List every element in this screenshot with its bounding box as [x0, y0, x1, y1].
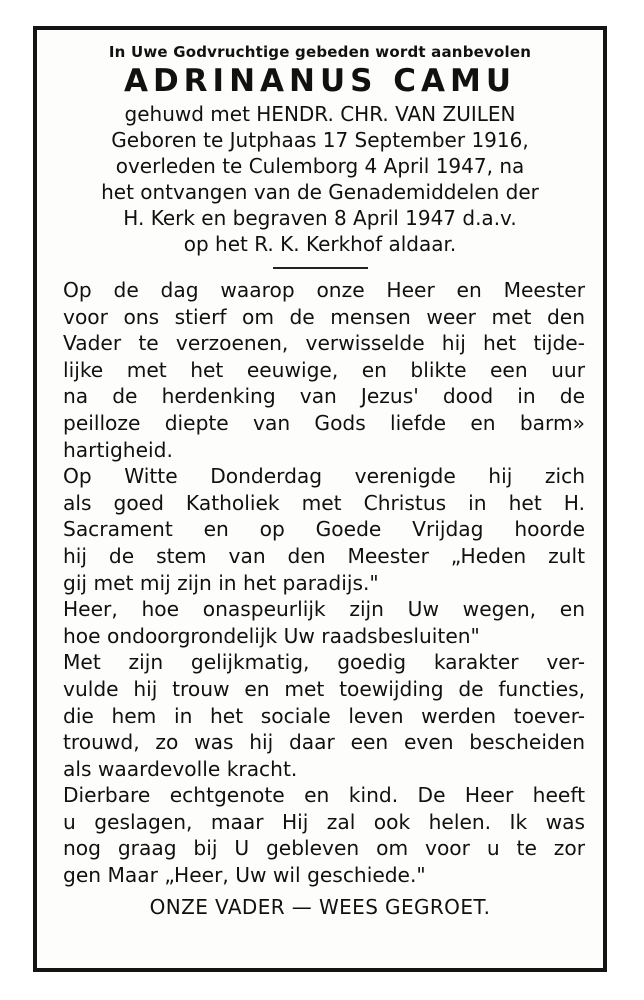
bio-line: gehuwd met HENDR. CHR. VAN ZUILEN: [124, 102, 516, 126]
text-line: Heer, hoe onaspeurlijk zijn Uw wegen, en: [63, 597, 585, 622]
text-line: hartigheid.: [63, 437, 173, 462]
closing-prayers: ONZE VADER — WEES GEGROET.: [149, 894, 491, 919]
text-line: lijke met het eeuwige, en blikte een uur: [63, 357, 585, 382]
card-content: [55, 42, 585, 958]
divider: [273, 267, 368, 269]
biography-block: [55, 101, 585, 257]
text-line: als waardevolle kracht.: [63, 756, 298, 781]
bio-line: het ontvangen van de Genademiddelen der: [101, 180, 539, 204]
text-line: die hem in het sociale leven werden toever-: [63, 703, 585, 728]
text-line: nog graag bij U gebleven om voor u te zor: [63, 836, 585, 861]
text-line: Op de dag waarop onze Heer en Meester: [63, 278, 585, 302]
text-line: peilloze diepte van Gods liefde en barm»: [63, 410, 585, 435]
prayer-text: [63, 277, 585, 889]
text-line: Op Witte Donderdag verenigde hij zich: [63, 464, 585, 489]
text-line: als goed Katholiek met Christus in het H.: [63, 490, 585, 515]
bio-line: overleden te Culemborg 4 April 1947, na: [115, 154, 525, 178]
text-line: vulde hij trouw en met toewijding de functies,: [63, 676, 585, 701]
text-line: voor ons stierf om de mensen weer met den: [63, 304, 585, 329]
text-line: gij met mij zijn in het paradijs.": [63, 570, 379, 595]
deceased-name: ADRINANUS CAMU: [123, 63, 517, 99]
text-line: na de herdenking van Jezus' dood in de: [63, 384, 585, 409]
text-line: hoe ondoorgrondelijk Uw raadsbesluiten": [63, 623, 480, 648]
text-line: trouwd, zo was hij daar een even bescheiden: [63, 730, 585, 755]
intro-line: In Uwe Godvruchtige gebeden wordt aanbevolen: [108, 43, 532, 61]
bio-line: Geboren te Jutphaas 17 September 1916,: [111, 128, 529, 152]
text-line: Vader te verzoenen, verwisselde hij het tijde-: [63, 331, 585, 356]
bio-line: H. Kerk en begraven 8 April 1947 d.a.v.: [123, 206, 517, 230]
bio-line: op het R. K. Kerkhof aldaar.: [183, 232, 457, 256]
text-line: Dierbare echtgenote en kind. De Heer heeft: [63, 783, 585, 808]
text-line: hij de stem van den Meester „Heden zult: [63, 543, 585, 568]
text-line: u geslagen, maar Hij zal ook helen. Ik was: [63, 809, 585, 834]
text-line: Sacrament en op Goede Vrijdag hoorde: [63, 517, 585, 542]
memorial-card: [33, 26, 607, 972]
text-line: Met zijn gelijkmatig, goedig karakter ver-: [63, 650, 585, 675]
text-line: gen Maar „Heer, Uw wil geschiede.": [63, 863, 426, 888]
